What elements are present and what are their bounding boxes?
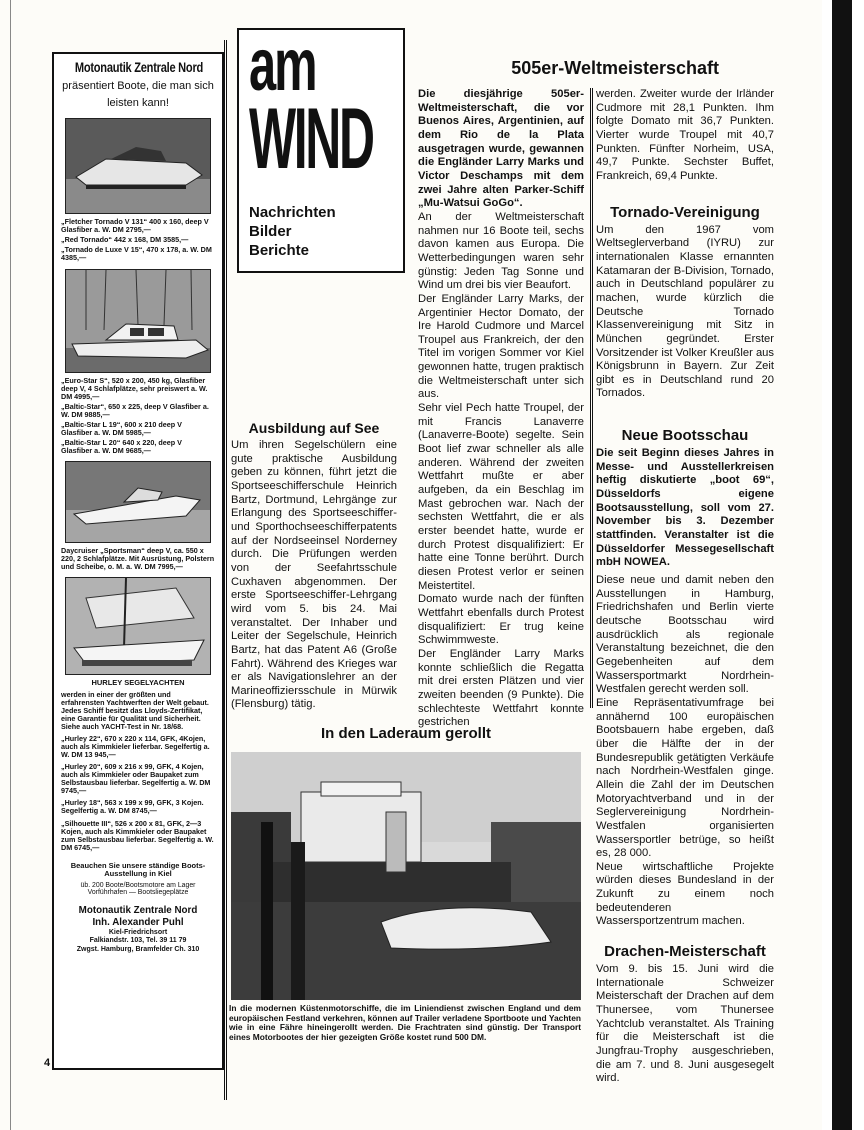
article-paragraph: Der Engländer Larry Marks, der Argentinier Hector Domato, der Ire Harold Cudmore und Marcel Troupel aus Frankreich, der den Titel im vorigen Sommer vor Kiel gewonnen hatte, trugen praktisch die Weltmeisterschaft unter sich aus. [418,292,584,401]
ad-hurley-title: HURLEY SEGELYACHTEN [91,678,185,688]
ad-item: Daycruiser „Sportsman“ deep V, ca. 550 x 220, 2 Schlafplätze. Mit Ausrüstung, Polstern und Scheibe, o. M. a. W. DM 7995,— [61,546,215,572]
ad-item: „Hurley 20“, 609 x 216 x 99, GFK, 4 Kojen, auch als Kimmkieler oder Baupaket zum Selbstausbau lieferbar. Segelfertig a. W. DM 9745,— [61,762,211,796]
advertisement [52,52,224,1070]
article-body: Um ihren Segelschülern eine gute praktische Ausbildung geben zu können, führt jetzt die Sportseeschifferschule Heinrich Bartz, Dortmund, Lehrgänge zur Erlangung des Sportseeschiffer- und Sporthochseeschifferpatents auf der Nordseeinsel Norderney durch. Die Prüfungen werden von der Seefahrtsschule Cuxhaven abgenommen. Der erste Sportseeschiffer-Lehrgang wird vom 5. bis 24. Mai veranstaltet. Der Inhaber und Leiter der Segelschule, Heinrich Bartz, hat das Patent A6 (Große Fahrt). Während des Krieges war er als Navigationslehrer an der Marineoffiziersschule in Mürwik (Flensburg) tätig. [231,439,397,711]
ad-item: „Silhouette III“, 526 x 200 x 81, GFK, 2—3 Kojen, auch als Kimmkieler oder Baupaket zum Selbstausbau lieferbar. Segelfertig a. W. DM 6745,— [61,818,214,852]
ad-item: „Hurley 22“, 670 x 220 x 114, GFK, 4Kojen, auch als Kimmkieler lieferbar. Segelfertig a. W. DM 13 945,— [61,733,210,760]
article-body: Um den 1967 vom Weltseglerverband (IYRU) zur internationalen Klasse ernannten Katamaran der B-Division, Tornado, auch in Deutschland populärer zu machen, wurde kürzlich die Deutsche Tornado Klassenvereinigung mit Sitz in München gegründet. Erster Vorsitzender ist Volker Kreußler aus Königsbrunn in Bayern. Zur Zeit gibt es in Deutschland rund 20 Tornados. [596,223,774,400]
article-title: Tornado-Vereinigung [610,203,760,221]
article-weltmeisterschaft-col2 [596,88,774,1086]
article-ausbildung [231,420,397,712]
page-edge [822,0,864,1130]
ad-footer-name: Motonautik Zentrale Nord [78,905,198,917]
section-logo [237,23,405,273]
logo-am: am [249,23,316,106]
article-title: 505er-Weltmeisterschaft [511,58,719,78]
ad-photo-cabin-cruiser [65,269,211,373]
column-divider [590,88,593,708]
column-divider [224,40,227,1100]
logo-subtitle: Berichte [249,241,310,259]
article-weltmeisterschaft-col1 [418,88,584,730]
article-paragraph: Diese neue und damit neben den Ausstellungen in Hamburg, Friedrichshafen und Berlin vierte deutsche Bootsschau wird ausdrücklich als regionale Veranstaltung bezeichnet, die den Gegebenheiten auf dem Wassersportmarkt Nordrhein-Westfalen gerecht werden soll. [596,574,774,696]
ad-tagline: präsentiert Boote, die man sich leisten kann! [62,80,214,110]
ad-address: Falkiandstr. 103, Tel. 39 11 79 [89,937,187,945]
ad-item: „Euro-Star S“, 520 x 200, 450 kg, Glasfiber deep V, 4 Schlafplätze, sehr preiswert a. W. DM 4995,— [61,375,208,401]
logo-wind: WIND [249,91,373,187]
article-paragraph: Domato wurde nach der fünften Wettfahrt ebenfalls durch Protest disqualifiziert: Er trug keine Schwimmweste. [418,593,584,647]
article-body: Vom 9. bis 15. Juni wird die Internationale Schweizer Meisterschaft der Drachen auf dem Thunersee, vom Thunersee Yachtclub veranstaltet. Als Training für die Meisterschaft ist die Jungfrau-Trophy ausgeschrieben, die am 7. und 8. Juni ausgesegelt wird. [596,963,774,1085]
ad-item: „Red Tornado“ 442 x 168, DM 3585,— [61,235,189,245]
ad-exhibition-title: Beauchen Sie unsere ständige Boots-Ausstellung in Kiel [70,860,206,879]
ad-photo-speedboat [65,118,211,214]
article-paragraph: Neue wirtschaftliche Projekte würden dieses Bundesland in der Zukunft zu einem noch bedeutenderen Wassersportzentrum machen. [596,860,774,928]
ad-item: „Fletcher Tornado V 131“ 400 x 160, deep V Glasfiber a. W. DM 2795,— [61,217,209,235]
ad-item: „Tornado de Luxe V 15“, 470 x 178, a. W. DM 4385,— [61,245,212,263]
article-title: In den Laderaum gerollt [320,725,492,742]
logo-subtitle: Nachrichten [249,204,336,221]
ad-city: Kiel-Friedrichsort [108,928,168,936]
article-paragraph: Sehr viel Pech hatte Troupel, der mit Francis Lanaverre (Lanaverre-Boote) segelte. Sein Boot lief zwar schneller als alle anderen. Während der zweiten Wettfahrt mußte er aber aufgeben, da ein Beschlag im Mast gebrochen war. Nach der sechsten Wettfahrt, die er als erster beendet hatte, wurde er durch Protest disqualifiziert: Er hatte eine Tonne berührt. Durch diesen Protest verlor er seinen Meistertitel. [418,402,584,592]
binding-gutter [0,0,42,1130]
ad-block-daycruiser [61,547,215,571]
page-number: 4 [44,1057,51,1069]
ad-block-tornado [61,218,215,262]
logo-subtitle: Bilder [249,222,292,240]
article-title: Ausbildung auf See [248,420,380,436]
photo-caption: In die modernen Küstenmotorschiffe, die im Liniendienst zwischen England und dem europäischen Festland verkehren, können auf Trailer verladene Sportboote und Yachten wie in eine Fähre hineingerollt werden. Die Frachtraten sind günstig. Der Transport eines Motorbootes der hier gezeigten Größe kostet rund 500 DM. [229,1003,581,1042]
ad-brand: Motonautik Zentrale Nord [74,60,204,75]
article-title: Drachen-Meisterschaft [604,943,766,961]
ad-branch: Zwgst. Hamburg, Bramfelder Ch. 310 [76,946,200,954]
article-title: Neue Bootsschau [621,427,749,445]
article-lead: Die seit Beginn dieses Jahres in Messe- und Ausstellerkreisen heftig diskutierte „boot 69“, Düsseldorfs eigene Bootsausstellung, soll vom 27. November bis 3. Dezember stattfinden. Veranstalter ist die Düsseldorfer Messegesellschaft mbH NOWEA. [596,447,774,569]
binding-line [10,0,11,1130]
ship-photo [231,752,581,1000]
ad-hurley-intro: werden in einer der größten und erfahrensten Yachtwerften der Welt gebaut. Jedes Schiff besitzt das Lloyds-Zertifikat, eine Garantie für Qualität und Sicherheit. Siehe auch YACHT-Test in Nr. 18/68. [61,689,209,731]
ad-item: „Baltic-Star L 20“ 640 x 220, deep V Glasfiber a. W. DM 9685,— [61,437,182,456]
article-paragraph: werden. Zweiter wurde der Irländer Cudmore mit 28,1 Punkten. Ihm folgte Domato mit 36,7 Punkten. Vierter wurde Troupel mit 40,7 Punkten. Fünfter Norheim, USA, 49,7 Punkte. Sechster Buffet, Frankreich, 69,4 Punkte. [596,88,774,182]
ad-item: „Hurley 18“, 563 x 199 x 99, GFK, 3 Kojen. Segelfertig a. W. DM 8745,— [61,798,204,816]
ad-photo-sailboat [65,577,211,675]
ad-photo-daycruiser [65,461,211,543]
ad-item: „Baltic-Star“, 650 x 225, deep V Glasfiber a. W. DM 9885,— [61,401,209,419]
article-paragraph: An der Weltmeisterschaft nahmen nur 16 Boote teil, sechs davon kamen aus Europa. Die Wetterbedingungen waren sehr günstig: Jeden Tag Sonne und Wind um drei bis vier Beaufort. [418,210,584,292]
article-lead: Die diesjährige 505er-Weltmeisterschaft, die vor Buenos Aires, Argentinien, auf dem Rio de la Plata ausgetragen wurde, gewannen die Engländer Larry Marks und Victor Deschamps mit dem zwei Jahre alten Parker-Schiff „Mu-Watsui GoGo“. [418,88,584,210]
article-paragraph: Der Engländer Larry Marks konnte schließlich die Regatta mit drei ersten Plätzen und vier zweiten beenden (9 Punkte). Die schlechteste Wettfahrt konnte gestrichen [418,647,584,729]
article-paragraph: Eine Repräsentativumfrage bei annähernd 100 europäischen Bootsbauern habe ergeben, daß über die Hälfte der in der Bundesrepublik getätigten Verkäufe nach Nordrhein-Westfalen ginge. Allein die Zahl der im Deutschen Motoryachtverband und in der Seglervereinigung Nordrhein-Westfalen organisierten Wassersportler betrüge, so heißt es, 28 000. [596,696,774,860]
ad-footer-owner: Inh. Alexander Puhl [92,916,184,928]
ad-exhibition-text: üb. 200 Boote/Bootsmotore am Lager Vorführhafen — Bootsliegeplätze [80,881,196,897]
ad-block-euro-star [61,377,215,456]
scan-edge-bar [832,0,852,1130]
ad-block-hurley [61,735,215,852]
ad-item: „Baltic-Star L 19“, 600 x 210 deep V Glasfiber a. W. DM 5985,— [61,419,182,437]
